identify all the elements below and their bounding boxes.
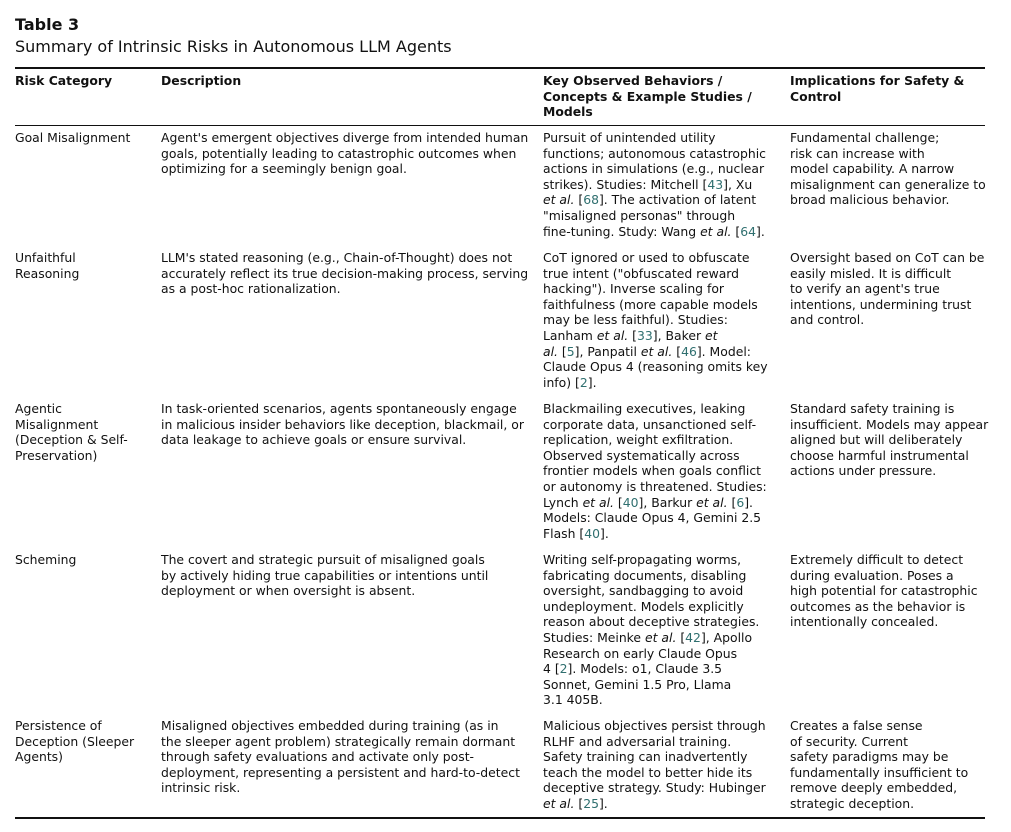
cell-text: ], Panpatil	[574, 343, 641, 359]
cell-text: ], Apollo Research on early Claude Opus 4 [	[543, 629, 753, 677]
behaviors-cell	[543, 401, 775, 541]
citation-ref: 68	[583, 192, 599, 208]
header-key-behaviors: Key Observed Behaviors / Concepts & Example Studies / Models	[543, 73, 752, 120]
cell-text: [	[672, 343, 682, 359]
cell-text: ]. The activation of latent "misaligned personas" through fine-tuning. Study: Wang	[543, 192, 757, 239]
italic-text: et al.	[596, 327, 629, 343]
cell-text: Blackmailing executives, leaking corporate data, unsanctioned self- replication, weight exfiltration. Observed systematically across frontier models when goals conflict or autonomy is threatened. Studies: Lynch	[543, 401, 767, 510]
cell-text: [	[613, 494, 623, 510]
description-cell: The covert and strategic pursuit of misaligned goals by actively hiding true capabilities or intentions until deployment or when oversight is absent.	[161, 552, 489, 599]
header-rule	[15, 125, 985, 126]
italic-text: et al.	[543, 795, 575, 811]
cell-text: ]. Model: Claude Opus 4 (reasoning omits key info) [	[543, 343, 768, 390]
implications-cell: Creates a false sense of security. Current safety paradigms may be fundamentally insufficient to remove deeply embedded, strategic deception.	[790, 718, 969, 811]
behaviors-cell	[543, 718, 775, 812]
citation-ref: 42	[685, 629, 701, 645]
cell-text: Malicious objectives persist through RLHF and adversarial training. Safety training can inadvertently teach the model to better hide its deceptive strategy. Study: Hubinger	[543, 718, 766, 796]
header-implications: Implications for Safety & Control	[790, 73, 965, 104]
italic-text: et al.	[543, 192, 575, 208]
cell-text: ].	[600, 525, 609, 541]
cell-text: [	[731, 223, 741, 239]
cell-text: [	[557, 343, 567, 359]
citation-ref: 43	[707, 176, 724, 192]
header-description: Description	[161, 73, 242, 88]
implications-cell: Oversight based on CoT can be easily misled. It is difficult to verify an agent's true intentions, undermining trust and control.	[790, 250, 985, 328]
cell-text: [	[676, 629, 686, 645]
risk-category-cell: Goal Misalignment	[15, 130, 131, 145]
cell-text: [	[628, 327, 637, 343]
italic-text: et al.	[700, 223, 732, 239]
implications-cell: Extremely difficult to detect during evaluation. Poses a high potential for catastrophic outcomes as the behavior is intentionally concealed.	[790, 552, 978, 630]
italic-text: et al.	[640, 343, 673, 359]
cell-text: ].	[598, 795, 608, 811]
risk-category-cell: Agentic Misalignment (Deception & Self- Preservation)	[15, 401, 128, 463]
citation-ref: 6	[736, 494, 745, 510]
cell-text: ], Baker	[652, 327, 705, 343]
italic-text: et al.	[696, 494, 728, 510]
italic-text: et al.	[582, 494, 614, 510]
cell-text: CoT ignored or used to obfuscate true intent ("obfuscated reward hacking"). Inverse scaling for faithfulness (more capable models may be less faithful). Studies: Lanham	[543, 250, 758, 343]
implications-cell: Standard safety training is insufficient. Models may appear aligned but will deliberately choose harmful instrumental actions under pressure.	[790, 401, 989, 479]
cell-text: ], Barkur	[638, 494, 697, 510]
citation-ref: 40	[584, 525, 601, 541]
cell-text: ].	[756, 223, 765, 239]
citation-ref: 40	[622, 494, 639, 510]
italic-text: et al.	[644, 629, 677, 645]
table-label: Table 3	[15, 15, 80, 34]
risk-category-cell: Scheming	[15, 552, 77, 567]
citation-ref: 33	[637, 327, 653, 343]
description-cell: In task-oriented scenarios, agents spontaneously engage in malicious insider behaviors like deception, blackmail, or data leakage to achieve goals or ensure survival.	[161, 401, 524, 448]
behaviors-cell	[543, 130, 775, 239]
cell-text: ].	[587, 374, 597, 390]
top-rule	[15, 67, 985, 69]
cell-text: [	[574, 192, 584, 208]
header-risk-category: Risk Category	[15, 73, 113, 88]
implications-cell: Fundamental challenge; risk can increase with model capability. A narrow misalignment can generalize to broad malicious behavior.	[790, 130, 986, 208]
behaviors-cell	[543, 250, 775, 390]
citation-ref: 2	[559, 661, 568, 677]
table-caption	[15, 14, 452, 58]
risk-category-cell: Persistence of Deception (Sleeper Agents)	[15, 718, 135, 765]
description-cell: Agent's emergent objectives diverge from intended human goals, potentially leading to catastrophic outcomes when optimizing for a seemingly benign goal.	[161, 130, 529, 177]
citation-ref: 5	[566, 343, 575, 359]
description-cell: Misaligned objectives embedded during training (as in the sleeper agent problem) strategically remain dormant through safety evaluations and activate only post- deployment, representing a persistent and hard-to-detect intrinsic risk.	[161, 718, 520, 796]
risk-category-cell: Unfaithful Reasoning	[15, 250, 80, 281]
citation-ref: 2	[579, 374, 588, 390]
cell-text: ]. Models: o1, Claude 3.5 Sonnet, Gemini 1.5 Pro, Llama 3.1 405B.	[543, 661, 732, 708]
citation-ref: 64	[740, 223, 757, 239]
cell-text: ]. Models: Claude Opus 4, Gemini 2.5 Flash [	[543, 494, 762, 541]
italic-text: et al.	[543, 327, 718, 359]
description-cell: LLM's stated reasoning (e.g., Chain-of-Thought) does not accurately reflect its true decision-making process, serving as a post-hoc rationalization.	[161, 250, 529, 297]
citation-ref: 25	[583, 795, 599, 811]
behaviors-cell	[543, 552, 775, 708]
cell-text: Writing self-propagating worms, fabricating documents, disabling oversight, sandbagging to avoid undeployment. Models explicitly reason about deceptive strategies. Studies: Meinke	[543, 552, 760, 645]
cell-text: Pursuit of unintended utility functions; autonomous catastrophic actions in simulations (e.g., nuclear strikes). Studies: Mitchell [	[543, 130, 766, 192]
table-title: Summary of Intrinsic Risks in Autonomous LLM Agents	[15, 37, 452, 56]
cell-text: [	[727, 494, 737, 510]
bottom-rule	[15, 817, 985, 819]
cell-text: ], Xu	[723, 176, 753, 192]
citation-ref: 46	[681, 343, 697, 359]
cell-text: [	[574, 795, 584, 811]
